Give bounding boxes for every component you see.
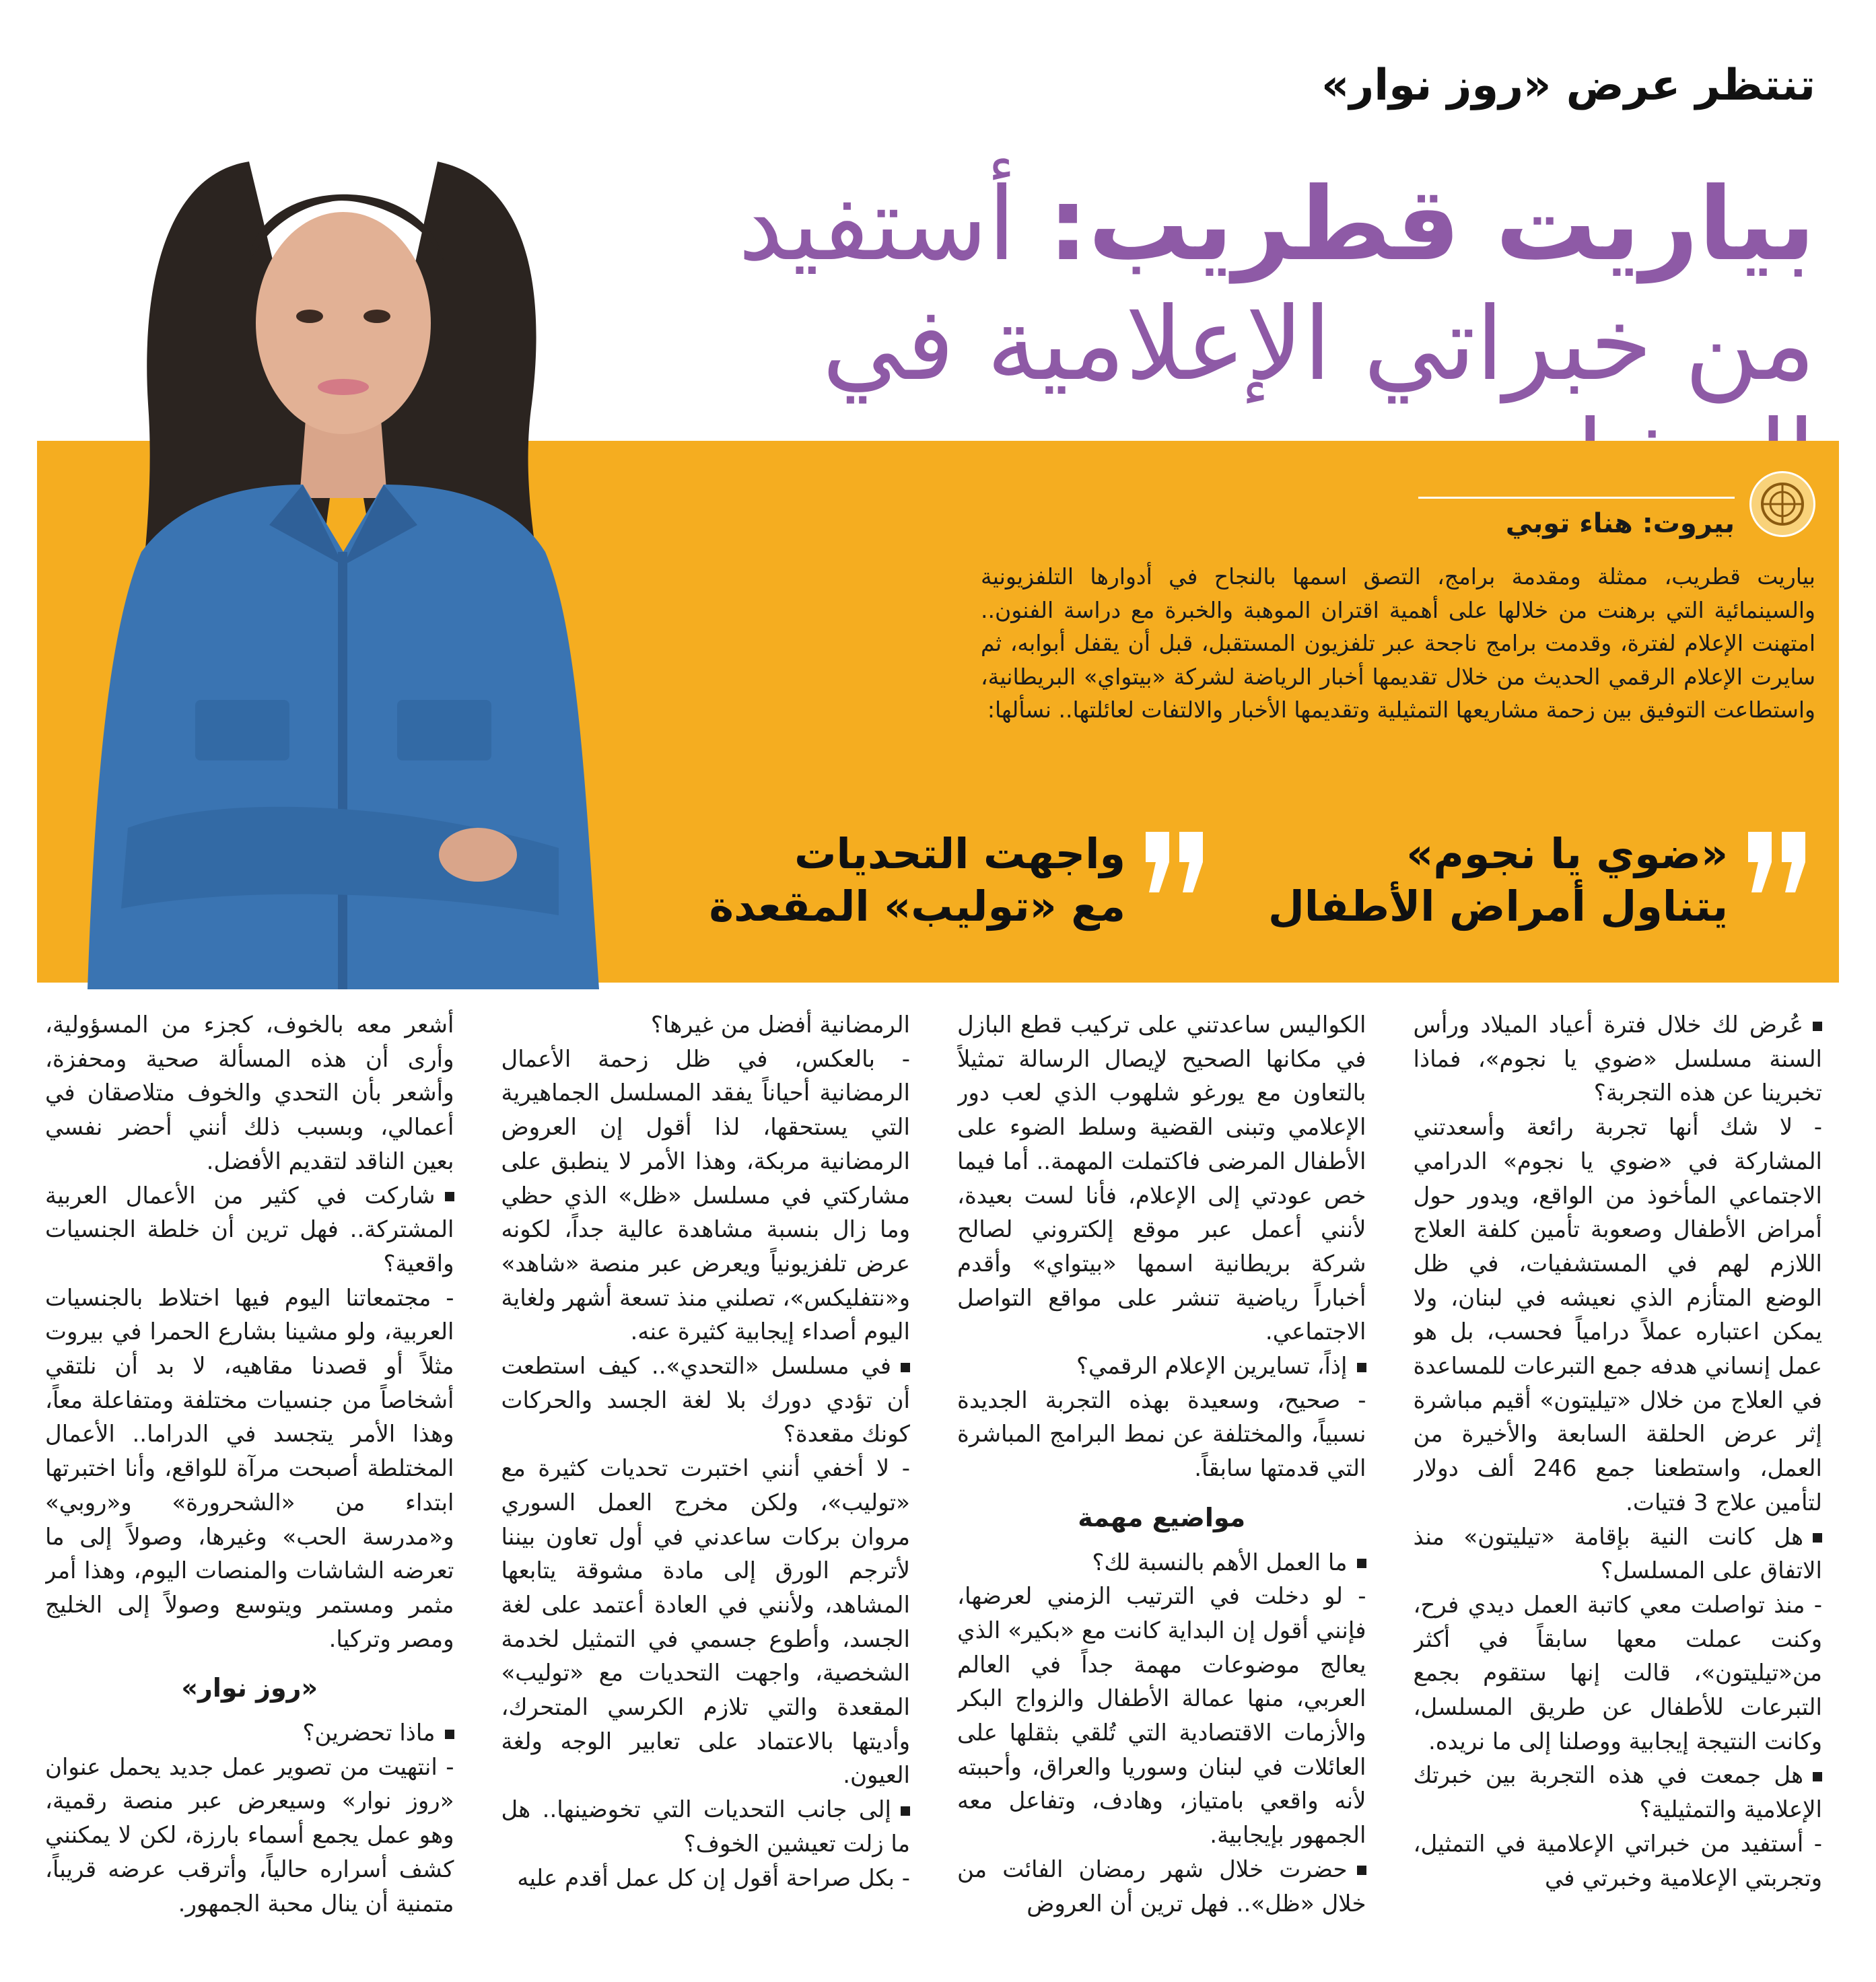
answer: - بكل صراحة أقول إن كل عمل أقدم عليه [517,1864,910,1892]
byline: بيروت: هناء توبي [1418,497,1735,539]
answer: - لا أخفي أنني اختبرت تحديات كثيرة مع «توليب»، ولكن مخرج العمل السوري مروان بركات ساعدني في أول تعاون بيننا لأترجم الورق إلى مادة مشوقة يتابعها المشاهد، ولأنني في العادة أعتمد على لغة الجسد، وأطوع جسمي في التمثيل لخدمة الشخصية، واجهت التحديات مع «توليب» المقعدة والتي تلازم الكرسي المتحرك، وأديتها بالاعتماد على تعابير الوجه ولغة العيون. [501,1455,910,1790]
question: في مسلسل «التحدي».. كيف استطعت أن تؤدي دورك بلا لغة الجسد والحركات كونك مقعدة؟ [501,1353,910,1448]
bullet-square-icon [1813,1772,1822,1781]
newspaper-logo-icon [1749,471,1815,537]
pullquote-2-line1: واجهت التحديات [794,829,1125,878]
question: ما العمل الأهم بالنسبة لك؟ [957,1546,1366,1580]
answer: الرمضانية أفضل من غيرها؟ [650,1012,910,1038]
headline-rest: أستفيد [738,166,1048,283]
column-1 [1414,1008,1823,1964]
pullquote-1-line2: يتناول أمراض الأطفال [1267,882,1728,931]
question: هل كانت النية بإقامة «تيليتون» منذ الاتفاق على المسلسل؟ [1413,1523,1822,1585]
kicker: تنتظر عرض «روز نوار» [1321,61,1815,110]
answer: - لو دخلت في الترتيب الزمني لعرضها، فإنني أقول إن البداية كانت مع «بكير» الذي يعالج موضوعات مهمة جداً في العالم العربي، منها عمالة الأطفال والزواج البكر والأزمات الاقتصادية التي تُلقي بثقلها على العائلات في لبنان وسوريا والعراق، وأحببته لأنه واقعي بامتياز، وهادف، وتفاعل معه الجمهور بإيجابية. [957,1583,1366,1849]
question: ماذا تحضرين؟ [45,1716,454,1750]
question: إلى جانب التحديات التي تخوضينها.. هل ما زلت تعيشين الخوف؟ [501,1796,910,1857]
quote-mark-icon [1139,825,1213,899]
question: إذاً، تسايرين الإعلام الرقمي؟ [957,1349,1366,1384]
bullet-square-icon [1357,1363,1366,1372]
headline-line2: من خبراتي الإعلامية في [822,286,1815,403]
column-4 [45,1008,454,1964]
column-3 [501,1008,911,1964]
article-body [45,1008,1822,1964]
bullet-square-icon [1813,1533,1822,1543]
subheading: «روز نوار» [181,1673,318,1703]
answer: - منذ تواصلت معي كاتبة العمل ديدي فرح، وكنت عملت معها سابقاً في أكثر من«تيليتون»، قالت إنها ستقوم بجمع التبرعات للأطفال عن طريق المسلسل، وكانت النتيجة إيجابية ووصلنا إلى ما نريده. [1413,1591,1822,1755]
subheading: مواضيع مهمة [1078,1502,1246,1532]
quote-mark-icon [1741,825,1815,899]
bullet-square-icon [1357,1866,1366,1875]
pullquote-2 [709,828,1213,942]
pullquote-2-text [709,828,1125,933]
answer: - بالعكس، في ظل زحمة الأعمال الرمضانية أحياناً يفقد المسلسل الجماهيرية التي يستحقها، لذا أقول إن العروض الرمضانية مربكة، وهذا الأمر لا ينطبق على مشاركتي في مسلسل «ظل» الذي حظي وما زال بنسبة مشاهدة عالية جداً، لكونه عرض تلفزيونياً ويعرض عبر منصة «شاهد» و«نتفليكس»، تصلني منذ تسعة أشهر ولغاية اليوم أصداء إيجابية كثيرة عنه. [501,1045,910,1346]
intro-text: بياريت قطريب، ممثلة ومقدمة برامج، التصق اسمها بالنجاح في أدوارها التلفزيونية والسينمائية التي برهنت من خلالها على أهمية اقتران الموهبة والخبرة مع دراسة الفنون.. امتهنت الإعلام لفترة، وقدمت برامج ناجحة عبر تلفزيون المستقبل، قبل أن يقفل أبوابه، ثم سايرت الإعلام الرقمي الحديث من خلال تقديمها أخبار الرياضة لشركة «بيتواي» البريطانية، واستطاعت التوفيق بين زحمة مشاريعها التمثيلية وتقديمها الأخبار والالتفات لعائلتها.. نسألها: [981,563,1815,723]
bullet-square-icon [445,1192,454,1201]
bullet-square-icon [1357,1559,1366,1568]
answer: - أستفيد من خبراتي الإعلامية في التمثيل، وتجربتي الإعلامية وخبرتي في [1413,1830,1822,1892]
answer: - مجتمعاتنا اليوم فيها اختلاط بالجنسيات العربية، ولو مشينا بشارع الحمرا في بيروت مثلاً أو قصدنا مقاهيه، لا بد أن نلتقي أشخاصاً من جنسيات مختلفة ومتفاعلة معاً، وهذا الأمر يتجسد في الدراما.. الأعمال المختلطة أصبحت مرآة للواقع، وأنا اختبرتها ابتداء من «الشحرورة» و«روبي» و«مدرسة الحب» وغيرها، وصولاً إلى ما تعرضه الشاشات والمنصات اليوم، وهذا أمر مثمر ومستمر ويتوسع وصولاً إلى الخليج ومصر وتركيا. [45,1284,454,1653]
pullquote-1 [1267,828,1815,942]
answer: - صحيح، وسعيدة بهذه التجربة الجديدة نسبياً، والمختلفة عن نمط البرامج المباشرة التي قدمتها سابقاً. [957,1386,1366,1483]
bullet-square-icon [1813,1022,1822,1031]
question: شاركت في كثير من الأعمال العربية المشتركة.. فهل ترين أن خلطة الجنسيات واقعية؟ [45,1182,454,1277]
byline-box [1412,463,1815,551]
intro-paragraph [981,560,1815,727]
pullquote-1-text [1268,828,1728,933]
bullet-square-icon [901,1806,910,1816]
portrait-photo [47,121,633,989]
answer: الكواليس ساعدتني على تركيب قطع البازل في مكانها الصحيح لإيصال الرسالة تمثيلاً بالتعاون مع يورغو شلهوب الذي لعب دور الإعلامي وتبنى القضية وسلط الضوء على الأطفال المرضى فاكتملت المهمة.. أما فيما خص عودتي إلى الإعلام، فأنا لست بعيدة، لأنني أعمل عبر موقع إلكتروني لصالح شركة بريطانية اسمها «بيتواي» وأقدم أخباراً رياضية تنشر على مواقع التواصل الاجتماعي. [957,1012,1366,1346]
question: عُرض لك خلال فترة أعياد الميلاد ورأس السنة مسلسل «ضوي يا نجوم»، فماذا تخبرينا عن هذه التجربة؟ [1413,1012,1822,1107]
answer: - انتهيت من تصوير عمل جديد يحمل عنوان «روز نوار» وسيعرض عبر منصة رقمية، وهو عمل يجمع أسماء بارزة، لكن لا يمكنني كشف أسراره حالياً، وأترقب عرضه قريباً، متمنية أن ينال محبة الجمهور. [45,1753,454,1917]
answer: - لا شك أنها تجربة رائعة وأسعدتني المشاركة في «ضوي يا نجوم» الدرامي الاجتماعي المأخوذ من الواقع، ويدور حول أمراض الأطفال وصعوبة تأمين كلفة العلاج اللازم لهم في المستشفيات، في ظل الوضع المتأزم الذي نعيشه في لبنان، ولا يمكن اعتباره عملاً درامياً فحسب، بل هو عمل إنساني هدفه جمع التبرعات للمساعدة في العلاج من خلال «تيليتون» أقيم مباشرة إثر عرض الحلقة السابعة والأخيرة من العمل، واستطعنا جمع 246 ألف دولار لتأمين علاج 3 فتيات. [1413,1114,1822,1516]
headline-name: بياريت قطريب: [1047,166,1815,283]
question: هل جمعت في هذه التجربة بين خبرتك الإعلامية والتمثيلية؟ [1413,1762,1822,1824]
pullquote-2-line2: مع «توليب» المقعدة [709,882,1125,931]
pullquote-1-line1: «ضوي يا نجوم» [1406,829,1728,878]
answer: أشعر معه بالخوف، كجزء من المسؤولية، وأرى أن هذه المسألة صحية ومحفزة، وأشعر بأن التحدي والخوف متلاصقان في أعمالي، وبسبب ذلك أنني أحضر نفسي بعين الناقد لتقديم الأفضل. [45,1012,454,1175]
bullet-square-icon [445,1730,454,1739]
column-2 [957,1008,1366,1964]
bullet-square-icon [901,1363,910,1372]
question: حضرت خلال شهر رمضان الفائت من خلال «ظل».. فهل ترين أن العروض [957,1855,1366,1917]
